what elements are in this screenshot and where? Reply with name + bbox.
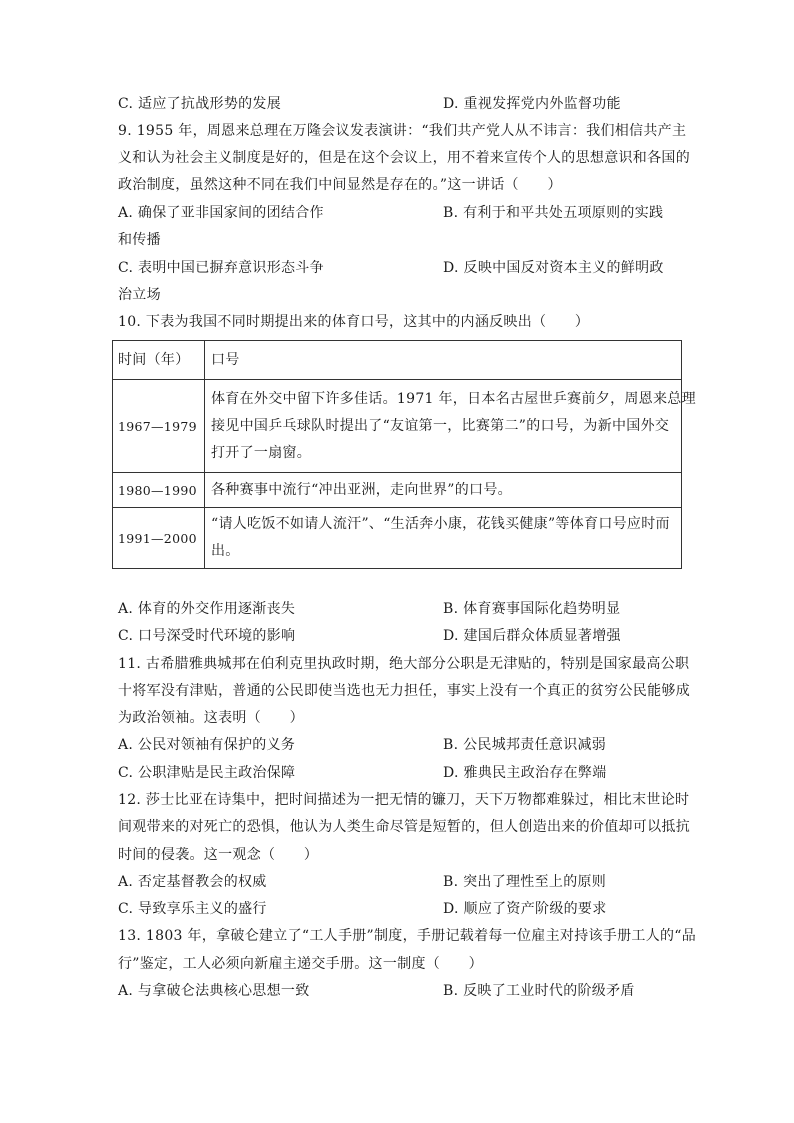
q9-option-c: C. 表明中国已摒弃意识形态斗争: [118, 260, 324, 276]
slogan-line: 各种赛事中流行“冲出亚洲，走向世界”的口号。: [211, 481, 512, 498]
q11-stem-line-1: 11. 古希腊雅典城邦在伯利克里执政时期，绝大部分公职是无津贴的，特别是国家最高公职: [118, 656, 690, 672]
slogan-line: 打开了一扇窗。: [211, 444, 312, 461]
table-cell-slogan: [205, 380, 696, 473]
q11-option-d: D. 雅典民主政治存在弊端: [443, 765, 607, 781]
q10-option-b: B. 体育赛事国际化趋势明显: [443, 601, 621, 617]
q13-stem-line-1: 13. 1803 年，拿破仑建立了“工人手册”制度，手册记载着每一位雇主对持该手册工人的“品: [118, 928, 697, 944]
q13-stem-line-2: 行”鉴定，工人必须向新雇主递交手册。这一制度（ ）: [118, 956, 483, 972]
slogan-line: 体育在外交中留下许多佳话。1971 年，日本名古屋世乒赛前夕，周恩来总理: [211, 390, 696, 407]
table-row: [113, 473, 682, 508]
q12-option-b: B. 突出了理性至上的原则: [443, 874, 607, 890]
q11-stem-line-2: 十将军没有津贴，普通的公民即使当选也无力担任，事实上没有一个真正的贫穷公民能够成: [118, 683, 690, 699]
table-header-row: [113, 341, 682, 380]
q12-stem-line-1: 12. 莎士比亚在诗集中，把时间描述为一把无情的镰刀，天下万物都难躲过，相比末世论时: [118, 792, 690, 808]
table-header-period: 时间（年）: [113, 341, 205, 380]
table-row: [113, 380, 682, 473]
q9-stem-line-2: 义和认为社会主义制度是好的，但是在这个会议上，用不着来宣传个人的思想意识和各国的: [118, 150, 690, 166]
table-cell-slogan: [205, 473, 682, 508]
q9-option-b-continued: 和传播: [118, 232, 161, 248]
q13-option-a: A. 与拿破仑法典核心思想一致: [118, 983, 310, 999]
q11-option-b: B. 公民城邦责任意识减弱: [443, 737, 607, 753]
q12-option-c: C. 导致享乐主义的盛行: [118, 901, 267, 917]
q10-option-c: C. 口号深受时代环境的影响: [118, 628, 296, 644]
q10-stem: 10. 下表为我国不同时期提出来的体育口号，这其中的内涵反映出（ ）: [118, 314, 590, 330]
q9-option-a: A. 确保了亚非国家间的团结合作: [118, 205, 324, 221]
q10-option-a: A. 体育的外交作用逐渐丧失: [118, 601, 296, 617]
table-row: [113, 508, 682, 569]
q9-option-d: D. 反映中国反对资本主义的鲜明政: [443, 260, 664, 276]
slogan-line: 出。: [211, 543, 240, 559]
q9-option-b: B. 有利于和平共处五项原则的实践: [443, 205, 664, 221]
q9-option-d-continued: 治立场: [118, 287, 161, 303]
q9-stem-line-3: 政治制度，虽然这种不同在我们中间显然是存在的。”这一讲话（ ）: [118, 177, 562, 193]
q11-option-c: C. 公职津贴是民主政治保障: [118, 765, 296, 781]
slogan-table: [112, 340, 696, 569]
q12-option-a: A. 否定基督教会的权威: [118, 874, 267, 890]
table-header-slogan: 口号: [205, 341, 682, 380]
q11-option-a: A. 公民对领袖有保护的义务: [118, 737, 296, 753]
q11-stem-line-3: 为政治领袖。这表明（ ）: [118, 710, 304, 726]
q12-stem-line-3: 时间的侵袭。这一观念（ ）: [118, 847, 319, 863]
q8-option-d: D. 重视发挥党内外监督功能: [443, 96, 621, 112]
table-cell-slogan: [205, 508, 682, 569]
q10-option-d: D. 建国后群众体质显著增强: [443, 628, 621, 644]
table-cell-period: 1980—1990: [113, 473, 205, 508]
q8-option-c: C. 适应了抗战形势的发展: [118, 96, 282, 112]
q13-option-b: B. 反映了工业时代的阶级矛盾: [443, 983, 635, 999]
slogan-line: “请人吃饭不如请人流汗”、“生活奔小康，花钱买健康”等体育口号应时而: [211, 516, 670, 532]
slogan-line: 接见中国乒乓球队时提出了“友谊第一，比赛第二”的口号，为新中国外交: [211, 417, 670, 434]
q12-stem-line-2: 间观带来的对死亡的恐惧，他认为人类生命尽管是短暂的，但人创造出来的价值却可以抵抗: [118, 819, 690, 835]
table-cell-period: 1967—1979: [113, 380, 205, 473]
table-cell-period: 1991—2000: [113, 508, 205, 569]
q12-option-d: D. 顺应了资产阶级的要求: [443, 901, 607, 917]
q9-stem-line-1: 9. 1955 年，周恩来总理在万隆会议发表演讲：“我们共产党人从不讳言：我们相信共产主: [118, 123, 687, 139]
